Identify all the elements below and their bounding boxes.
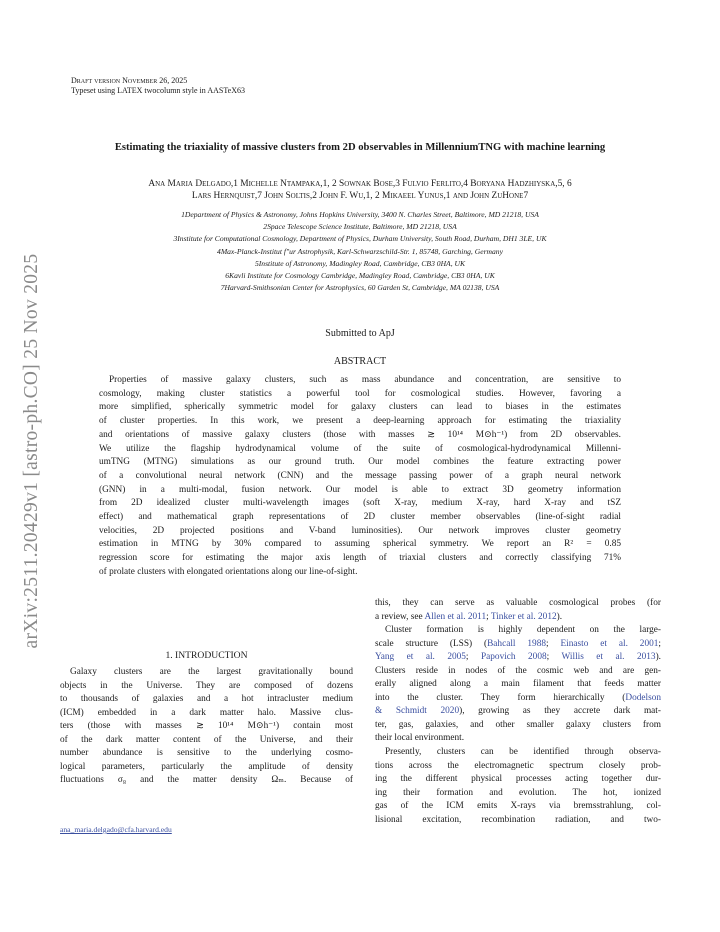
draft-version-line: Draft version November 26, 2025 <box>71 76 188 85</box>
body-line: Presently, clusters can be identified through observa- <box>385 747 661 758</box>
body-line: lisional excitation, recombination radiation, and two- <box>375 814 661 825</box>
body-line: objects in the Universe. They are composed of dozens <box>60 680 353 691</box>
body-line: gas of the ICM emits X-rays via bremsstrahlung, col- <box>375 801 661 812</box>
body-line: their local environment. <box>375 733 465 744</box>
affiliation-2: 2Space Telescope Science Institute, Baltimore, MD 21218, USA <box>263 222 457 232</box>
abstract-heading: ABSTRACT <box>333 356 387 367</box>
citation-link[interactable]: Dodelson <box>625 692 661 703</box>
citation-link[interactable]: & Schmidt 2020 <box>375 706 460 717</box>
body-line: tions across the electromagnetic spectrum closely prob- <box>375 760 661 771</box>
author-list <box>60 178 660 202</box>
affiliation-1: 1Department of Physics & Astronomy, Johns Hopkins University, 3400 N. Charles Street, Baltimore, MD 21218, USA <box>181 210 539 219</box>
body-line: ter, gas, galaxies, and other smaller galaxy clusters from <box>375 719 661 730</box>
body-line: Cluster formation is highly dependent on the large- <box>385 625 661 636</box>
affiliation-list <box>60 209 660 294</box>
body-line: ing the different physical processes acting together dur- <box>375 774 661 785</box>
right-column-text <box>375 597 661 827</box>
text-run: ). <box>556 611 563 622</box>
abstract-line: We utilize the flagship hydrodynamical volume of the suite of cosmological-hydrodynamical Millenni- <box>99 443 621 454</box>
body-line: of the dark matter content of the Universe, and their <box>60 734 353 745</box>
affiliation-6: 6Kavli Institute for Cosmology Cambridge, Madingley Road, Cambridge, CB3 0HA, UK <box>225 271 495 281</box>
affiliation-5: 5Institute of Astronomy, Madingley Road, Cambridge, CB3 0HA, UK <box>254 258 466 268</box>
text-run: ; <box>486 611 491 622</box>
body-line: ters (those with masses ≳ 10¹⁴ M⊙h⁻¹) contain most <box>60 721 353 732</box>
arxiv-side-stamp: arXiv:2511.20429v1 [astro-ph.CO] 25 Nov 2025 <box>21 253 42 649</box>
affiliation-7: 7Harvard-Smithsonian Center for Astrophysics, 60 Garden St, Cambridge, MA 02138, USA <box>220 283 500 293</box>
author-line-2: Lars Hernquist,7 John Soltis,2 John F. Wu,1, 2 Mikaeel Yunus,1 and John ZuHone7 <box>191 191 529 201</box>
text-run: a review, see <box>375 611 425 622</box>
affiliation-3: 3Institute for Computational Cosmology, Department of Physics, Durham University, South Road, Durham, DH1 3LE, UK <box>173 234 547 244</box>
left-column-text <box>60 666 353 788</box>
text-run: ), growing as they accrete dark mat- <box>459 706 661 717</box>
typeset-line: Typeset using LATEX twocolumn style in AASTeX63 <box>71 86 245 95</box>
abstract-line: and orientations of massive galaxy clusters (those with masses ≳ 10¹⁴ M⊙h⁻¹) from 2D observables. <box>99 429 621 440</box>
body-line: erally aligned along a main filament that feeds matter <box>375 679 661 690</box>
abstract-line: Properties of massive galaxy clusters, such as mass abundance and concentration, are sensitive to <box>109 375 621 385</box>
body-line <box>375 611 661 625</box>
citation-link[interactable]: Papovich 2008 <box>480 652 547 663</box>
body-line: fluctuations σ₈ and the matter density Ωₘ. Because of <box>60 775 353 786</box>
body-line: logical parameters, particularly the amplitude of density <box>60 761 353 772</box>
citation-link[interactable]: Bahcall 1988 <box>487 638 546 649</box>
body-line: Galaxy clusters are the largest gravitationally bound <box>70 667 353 677</box>
citation-link[interactable]: Yang et al. 2005 <box>375 652 466 663</box>
body-line: scale structure (LSS) (Bahcall 1988; Einasto et al. 2001; <box>375 638 661 649</box>
body-line: Clusters reside in nodes of the cosmic web and are gen- <box>375 665 661 676</box>
text-run: into the cluster. They form hierarchically ( <box>375 692 626 703</box>
abstract-line: estimation in MTNG by 30% compared to assuming spherical symmetry. We report an R² = 0.85 <box>99 539 621 550</box>
author-line-1: Ana Maria Delgado,1 Michelle Ntampaka,1, 2 Sownak Bose,3 Fulvio Ferlito,4 Boryana Hadzhiyska,5, 6 <box>148 179 572 189</box>
paper-title: Estimating the triaxiality of massive clusters from 2D observables in MillenniumTNG with machine learning <box>114 142 606 153</box>
citation-link[interactable]: Allen et al. 2011 <box>424 611 487 622</box>
abstract-body <box>99 374 621 580</box>
abstract-line: cosmology, making cluster statistics a powerful tool for cosmological studies. However, favoring a <box>99 388 621 399</box>
section-heading-introduction: 1. INTRODUCTION <box>165 650 248 661</box>
body-line: this, they can serve as valuable cosmological probes (for <box>375 598 661 608</box>
abstract-line: of prolate clusters with elongated orientations along our line-of-sight. <box>99 566 358 577</box>
submitted-note: Submitted to ApJ <box>325 328 395 339</box>
body-line <box>375 705 661 719</box>
abstract-line: more simplified, spherically symmetric model for galaxy clusters can lead to biases in the estimates <box>99 402 621 413</box>
abstract-line: umTNG (MTNG) simulations as our ground truth. Our model combines the feature extracting power <box>99 457 621 468</box>
citation-link[interactable]: Einasto et al. 2001 <box>560 638 659 649</box>
body-line: (ICM) embedded in a dark matter halo. Massive clus- <box>60 707 353 718</box>
text-run: scale structure (LSS) ( <box>375 638 488 649</box>
abstract-line: of a convolutional neural network (CNN) and the message passing power of a graph neural network <box>99 470 621 481</box>
body-line: ing their formation and evolution. The hot, ionized <box>375 787 661 798</box>
body-line: number abundance is sensitive to the underlying cosmo- <box>60 748 353 759</box>
body-line: Yang et al. 2005; Papovich 2008; Willis et al. 2013). <box>375 652 661 663</box>
abstract-line: of cluster properties. In this work, we present a deep-learning approach for estimating the triaxiality <box>99 416 621 427</box>
citation-link[interactable]: Tinker et al. 2012 <box>490 611 557 622</box>
citation-link[interactable]: Willis et al. 2013 <box>561 652 656 663</box>
body-line: to thousands of galaxies and a hot intracluster medium <box>60 694 353 705</box>
abstract-line: effect) and mathematical graph representations of 2D cluster member observables (line-of-sight radial <box>99 512 621 523</box>
abstract-line: regression score for estimating the major axis length of triaxial clusters and correctly classifying 71% <box>99 553 621 564</box>
author-email-link[interactable]: ana_maria.delgado@cfa.harvard.edu <box>60 825 172 834</box>
abstract-line: velocities, 2D projected positions and V-band luminosities). Our network improves cluster geometry <box>99 525 621 536</box>
affiliation-4: 4Max-Planck-Institut f"ur Astrophysik, Karl-Schwarzschild-Str. 1, 85748, Garching, Germany <box>217 246 503 256</box>
abstract-line: (GNN) in a multi-modal, fusion network. Our model is able to extract 3D geometry information <box>99 484 621 495</box>
abstract-line: from 2D idealized cluster multi-wavelength images (soft X-ray, medium X-ray, hard X-ray and tSZ <box>99 498 621 509</box>
body-line <box>375 692 661 706</box>
